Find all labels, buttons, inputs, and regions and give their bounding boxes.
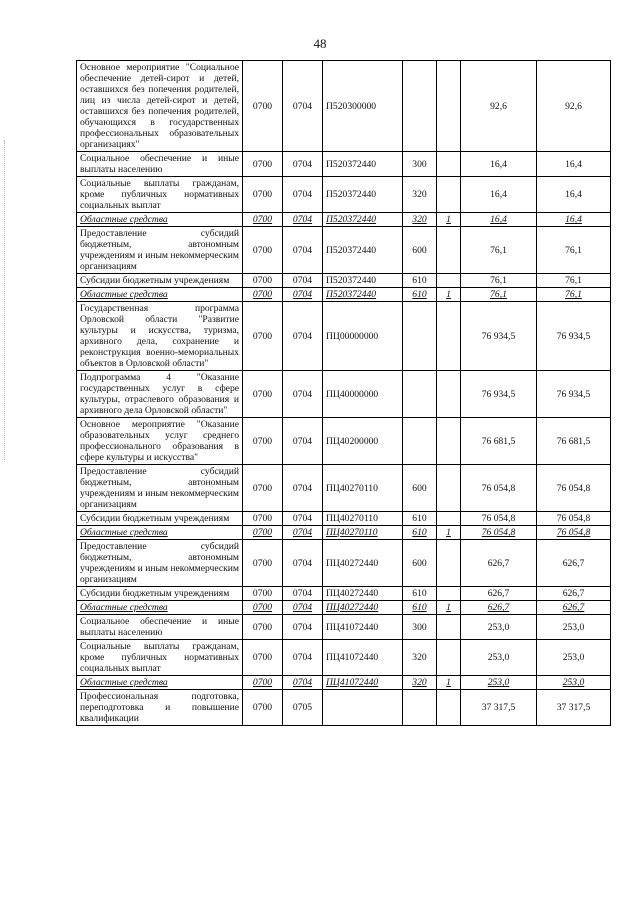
section-code-cell: 0700 bbox=[243, 690, 283, 726]
item-name-cell: Субсидии бюджетным учреждениям bbox=[77, 512, 243, 526]
target-item-code-cell: ПЦ40270110 bbox=[323, 526, 403, 540]
expense-type-cell: 320 bbox=[403, 177, 437, 213]
section-code-cell: 0700 bbox=[243, 213, 283, 227]
table-row bbox=[77, 540, 611, 587]
section-code-cell: 0700 bbox=[243, 587, 283, 601]
funds-source-cell: 1 bbox=[437, 526, 461, 540]
section-code-cell: 0700 bbox=[243, 676, 283, 690]
item-name-cell: Субсидии бюджетным учреждениям bbox=[77, 274, 243, 288]
funds-source-cell: 1 bbox=[437, 288, 461, 302]
regional-funds-row bbox=[77, 601, 611, 615]
amount-cell: 76 054,8 bbox=[461, 526, 537, 540]
section-code-cell: 0700 bbox=[243, 601, 283, 615]
section-code-cell: 0700 bbox=[243, 274, 283, 288]
item-name-cell: Социальное обеспечение и иные выплаты населению bbox=[77, 615, 243, 640]
expense-type-cell: 610 bbox=[403, 512, 437, 526]
expense-type-cell bbox=[403, 371, 437, 418]
item-name-cell: Областные средства bbox=[77, 601, 243, 615]
page-number: 48 bbox=[313, 36, 327, 51]
subsection-code-cell: 0704 bbox=[283, 587, 323, 601]
target-item-code-cell: ПЦ40270110 bbox=[323, 465, 403, 512]
table-row bbox=[77, 302, 611, 371]
target-item-code-cell: П520372440 bbox=[323, 227, 403, 274]
amount-cell: 16,4 bbox=[461, 213, 537, 227]
item-name-cell: Областные средства bbox=[77, 288, 243, 302]
subsection-code-cell: 0704 bbox=[283, 288, 323, 302]
section-code-cell: 0700 bbox=[243, 526, 283, 540]
target-item-code-cell: ПЦ00000000 bbox=[323, 302, 403, 371]
section-code-cell: 0700 bbox=[243, 465, 283, 512]
target-item-code-cell: ПЦ40200000 bbox=[323, 418, 403, 465]
amount-cell: 253,0 bbox=[461, 676, 537, 690]
table-row bbox=[77, 465, 611, 512]
budget-table bbox=[76, 60, 611, 726]
funds-source-cell: 1 bbox=[437, 601, 461, 615]
subsection-code-cell: 0704 bbox=[283, 418, 323, 465]
amount-total-cell: 76 054,8 bbox=[537, 465, 611, 512]
subsection-code-cell: 0704 bbox=[283, 61, 323, 152]
amount-total-cell: 76,1 bbox=[537, 274, 611, 288]
subsection-code-cell: 0704 bbox=[283, 227, 323, 274]
expense-type-cell: 610 bbox=[403, 587, 437, 601]
subsection-code-cell: 0704 bbox=[283, 152, 323, 177]
target-item-code-cell: ПЦ40270110 bbox=[323, 512, 403, 526]
amount-total-cell: 16,4 bbox=[537, 177, 611, 213]
expense-type-cell bbox=[403, 302, 437, 371]
amount-cell: 76 934,5 bbox=[461, 302, 537, 371]
expense-type-cell: 300 bbox=[403, 615, 437, 640]
target-item-code-cell: П520372440 bbox=[323, 177, 403, 213]
margin-dots bbox=[4, 140, 7, 460]
amount-cell: 76,1 bbox=[461, 227, 537, 274]
amount-total-cell: 76 934,5 bbox=[537, 302, 611, 371]
section-code-cell: 0700 bbox=[243, 177, 283, 213]
subsection-code-cell: 0704 bbox=[283, 526, 323, 540]
section-code-cell: 0700 bbox=[243, 61, 283, 152]
amount-cell: 76,1 bbox=[461, 274, 537, 288]
table-row bbox=[77, 152, 611, 177]
item-name-cell: Областные средства bbox=[77, 676, 243, 690]
amount-total-cell: 626,7 bbox=[537, 601, 611, 615]
section-code-cell: 0700 bbox=[243, 418, 283, 465]
regional-funds-row bbox=[77, 213, 611, 227]
subsection-code-cell: 0704 bbox=[283, 465, 323, 512]
expense-type-cell: 320 bbox=[403, 213, 437, 227]
target-item-code-cell: П520372440 bbox=[323, 213, 403, 227]
amount-cell: 76 054,8 bbox=[461, 465, 537, 512]
target-item-code-cell: ПЦ40272440 bbox=[323, 587, 403, 601]
subsection-code-cell: 0704 bbox=[283, 371, 323, 418]
section-code-cell: 0700 bbox=[243, 512, 283, 526]
amount-total-cell: 626,7 bbox=[537, 587, 611, 601]
amount-cell: 76 934,5 bbox=[461, 371, 537, 418]
regional-funds-row bbox=[77, 526, 611, 540]
funds-source-cell bbox=[437, 371, 461, 418]
subsection-code-cell: 0704 bbox=[283, 640, 323, 676]
amount-cell: 16,4 bbox=[461, 177, 537, 213]
subsection-code-cell: 0705 bbox=[283, 690, 323, 726]
subsection-code-cell: 0704 bbox=[283, 213, 323, 227]
table-row bbox=[77, 274, 611, 288]
subsection-code-cell: 0704 bbox=[283, 512, 323, 526]
expense-type-cell: 600 bbox=[403, 540, 437, 587]
amount-cell: 626,7 bbox=[461, 587, 537, 601]
amount-total-cell: 76,1 bbox=[537, 288, 611, 302]
section-code-cell: 0700 bbox=[243, 540, 283, 587]
amount-cell: 92,6 bbox=[461, 61, 537, 152]
item-name-cell: Социальные выплаты гражданам, кроме публичных нормативных социальных выплат bbox=[77, 640, 243, 676]
funds-source-cell bbox=[437, 540, 461, 587]
expense-type-cell: 320 bbox=[403, 640, 437, 676]
funds-source-cell bbox=[437, 690, 461, 726]
funds-source-cell bbox=[437, 274, 461, 288]
amount-cell: 626,7 bbox=[461, 601, 537, 615]
funds-source-cell bbox=[437, 640, 461, 676]
funds-source-cell bbox=[437, 465, 461, 512]
item-name-cell: Подпрограмма 4 "Оказание государственных услуг в сфере культуры, отраслевого образования и архивного дела Орловской области" bbox=[77, 371, 243, 418]
funds-source-cell bbox=[437, 152, 461, 177]
funds-source-cell bbox=[437, 587, 461, 601]
expense-type-cell: 300 bbox=[403, 152, 437, 177]
item-name-cell: Субсидии бюджетным учреждениям bbox=[77, 587, 243, 601]
expense-type-cell bbox=[403, 61, 437, 152]
table-row bbox=[77, 61, 611, 152]
funds-source-cell bbox=[437, 227, 461, 274]
item-name-cell: Социальные выплаты гражданам, кроме публичных нормативных социальных выплат bbox=[77, 177, 243, 213]
amount-cell: 76 054,8 bbox=[461, 512, 537, 526]
section-code-cell: 0700 bbox=[243, 227, 283, 274]
item-name-cell: Предоставление субсидий бюджетным, автономным учреждениям и иным некоммерческим организациям bbox=[77, 465, 243, 512]
target-item-code-cell: П520372440 bbox=[323, 288, 403, 302]
target-item-code-cell: ПЦ41072440 bbox=[323, 615, 403, 640]
section-code-cell: 0700 bbox=[243, 640, 283, 676]
funds-source-cell bbox=[437, 615, 461, 640]
amount-total-cell: 76 054,8 bbox=[537, 526, 611, 540]
item-name-cell: Государственная программа Орловской области "Развитие культуры и искусства, туризма, архивного дела, сохранение и реконструкция военно-мемориальных объектов в Орловской области" bbox=[77, 302, 243, 371]
subsection-code-cell: 0704 bbox=[283, 177, 323, 213]
amount-total-cell: 76 681,5 bbox=[537, 418, 611, 465]
subsection-code-cell: 0704 bbox=[283, 540, 323, 587]
amount-total-cell: 253,0 bbox=[537, 676, 611, 690]
table-row bbox=[77, 227, 611, 274]
expense-type-cell: 610 bbox=[403, 288, 437, 302]
funds-source-cell bbox=[437, 61, 461, 152]
item-name-cell: Областные средства bbox=[77, 213, 243, 227]
expense-type-cell: 610 bbox=[403, 526, 437, 540]
amount-cell: 626,7 bbox=[461, 540, 537, 587]
amount-cell: 253,0 bbox=[461, 615, 537, 640]
expense-type-cell: 600 bbox=[403, 465, 437, 512]
target-item-code-cell: ПЦ41072440 bbox=[323, 640, 403, 676]
table-row bbox=[77, 418, 611, 465]
funds-source-cell bbox=[437, 512, 461, 526]
amount-total-cell: 16,4 bbox=[537, 213, 611, 227]
section-code-cell: 0700 bbox=[243, 615, 283, 640]
table-row bbox=[77, 587, 611, 601]
amount-total-cell: 37 317,5 bbox=[537, 690, 611, 726]
target-item-code-cell: П520372440 bbox=[323, 274, 403, 288]
target-item-code-cell: ПЦ40272440 bbox=[323, 540, 403, 587]
subsection-code-cell: 0704 bbox=[283, 601, 323, 615]
regional-funds-row bbox=[77, 288, 611, 302]
target-item-code-cell: ПЦ40000000 bbox=[323, 371, 403, 418]
amount-cell: 76,1 bbox=[461, 288, 537, 302]
amount-total-cell: 76,1 bbox=[537, 227, 611, 274]
table-row bbox=[77, 640, 611, 676]
expense-type-cell: 610 bbox=[403, 601, 437, 615]
amount-total-cell: 253,0 bbox=[537, 640, 611, 676]
item-name-cell: Предоставление субсидий бюджетным, автономным учреждениям и иным некоммерческим организациям bbox=[77, 227, 243, 274]
funds-source-cell bbox=[437, 177, 461, 213]
target-item-code-cell: ПЦ41072440 bbox=[323, 676, 403, 690]
subsection-code-cell: 0704 bbox=[283, 274, 323, 288]
section-code-cell: 0700 bbox=[243, 152, 283, 177]
expense-type-cell: 320 bbox=[403, 676, 437, 690]
expense-type-cell: 600 bbox=[403, 227, 437, 274]
item-name-cell: Основное мероприятие "Оказание образовательных услуг среднего профессионального образования в сфере культуры и искусства" bbox=[77, 418, 243, 465]
amount-total-cell: 626,7 bbox=[537, 540, 611, 587]
table-row bbox=[77, 615, 611, 640]
target-item-code-cell: П520372440 bbox=[323, 152, 403, 177]
subsection-code-cell: 0704 bbox=[283, 615, 323, 640]
amount-cell: 76 681,5 bbox=[461, 418, 537, 465]
item-name-cell: Социальное обеспечение и иные выплаты населению bbox=[77, 152, 243, 177]
section-code-cell: 0700 bbox=[243, 371, 283, 418]
amount-total-cell: 76 934,5 bbox=[537, 371, 611, 418]
funds-source-cell bbox=[437, 418, 461, 465]
budget-table-body bbox=[77, 61, 611, 726]
amount-total-cell: 76 054,8 bbox=[537, 512, 611, 526]
amount-cell: 37 317,5 bbox=[461, 690, 537, 726]
expense-type-cell bbox=[403, 418, 437, 465]
amount-total-cell: 92,6 bbox=[537, 61, 611, 152]
funds-source-cell: 1 bbox=[437, 213, 461, 227]
subsection-code-cell: 0704 bbox=[283, 676, 323, 690]
table-row bbox=[77, 371, 611, 418]
expense-type-cell bbox=[403, 690, 437, 726]
amount-cell: 16,4 bbox=[461, 152, 537, 177]
section-code-cell: 0700 bbox=[243, 302, 283, 371]
item-name-cell: Областные средства bbox=[77, 526, 243, 540]
section-code-cell: 0700 bbox=[243, 288, 283, 302]
target-item-code-cell bbox=[323, 690, 403, 726]
subsection-code-cell: 0704 bbox=[283, 302, 323, 371]
item-name-cell: Основное мероприятие "Социальное обеспечение детей-сирот и детей, оставшихся без попечения родителей, лиц из числа детей-сирот и детей, оставшихся без попечения родителей, обучающихся в государственных профессиональных образовательных организациях" bbox=[77, 61, 243, 152]
item-name-cell: Профессиональная подготовка, переподготовка и повышение квалификации bbox=[77, 690, 243, 726]
table-row bbox=[77, 177, 611, 213]
target-item-code-cell: ПЦ40272440 bbox=[323, 601, 403, 615]
amount-total-cell: 253,0 bbox=[537, 615, 611, 640]
target-item-code-cell: П520300000 bbox=[323, 61, 403, 152]
table-row bbox=[77, 512, 611, 526]
table-row bbox=[77, 690, 611, 726]
expense-type-cell: 610 bbox=[403, 274, 437, 288]
item-name-cell: Предоставление субсидий бюджетным, автономным учреждениям и иным некоммерческим организациям bbox=[77, 540, 243, 587]
funds-source-cell: 1 bbox=[437, 676, 461, 690]
amount-total-cell: 16,4 bbox=[537, 152, 611, 177]
amount-cell: 253,0 bbox=[461, 640, 537, 676]
funds-source-cell bbox=[437, 302, 461, 371]
regional-funds-row bbox=[77, 676, 611, 690]
